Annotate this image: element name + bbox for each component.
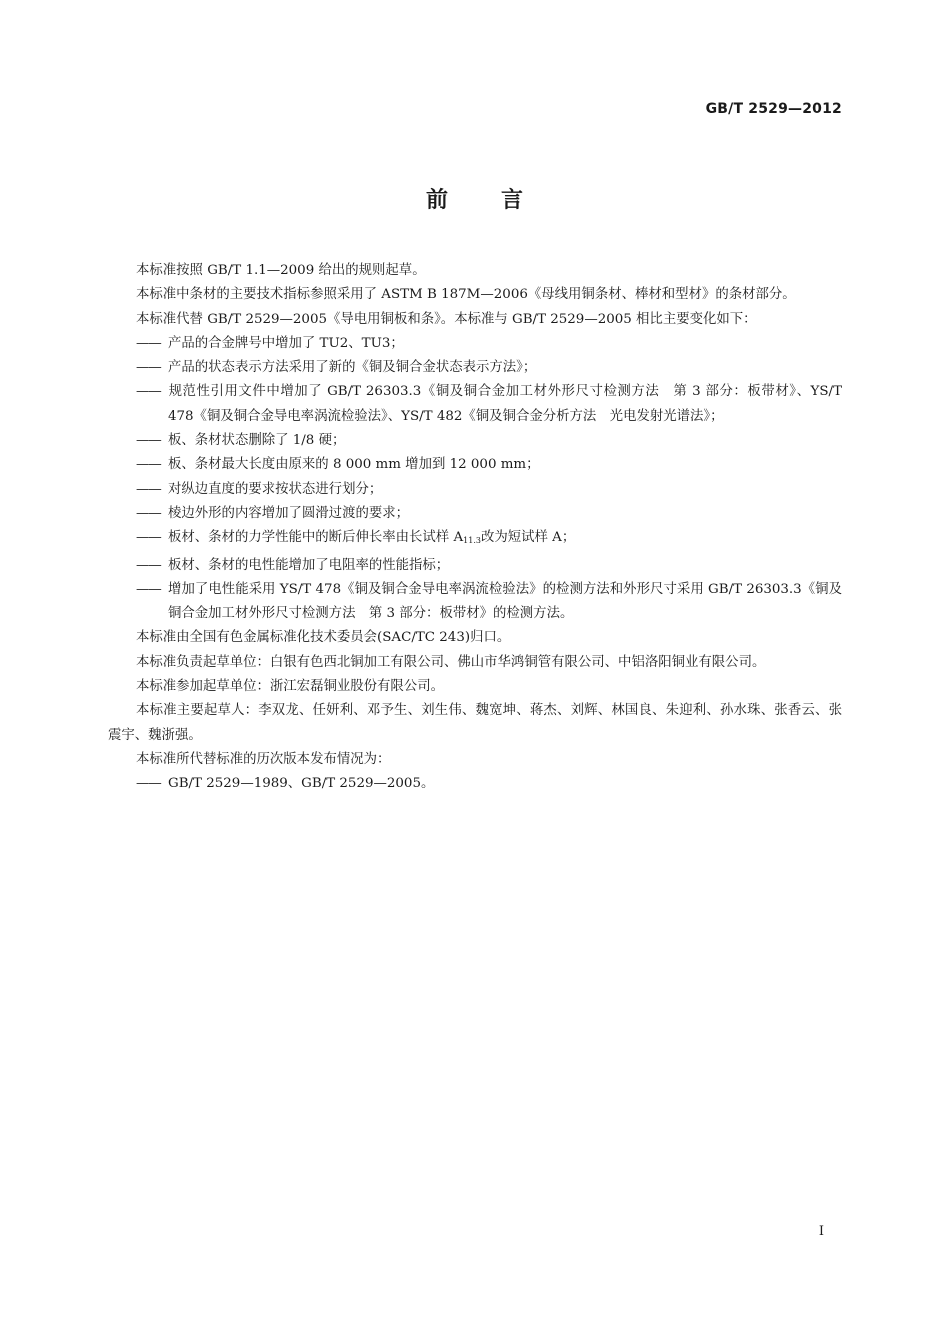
change-item bbox=[108, 554, 842, 578]
change-item bbox=[108, 453, 842, 477]
dash-marker: —— bbox=[136, 360, 161, 376]
change-text: 增加了电性能采用 YS/T 478《铜及铜合金导电率涡流检验法》的检测方法和外形尺寸采用 GB/T 26303.3《铜及铜合金加工材外形尺寸检测方法 第 3 部分：板带材》的检测方法。 bbox=[168, 581, 842, 622]
change-text: 板材、条材的力学性能中的断后伸长率由长试样 A bbox=[168, 530, 464, 546]
dash-marker: —— bbox=[136, 557, 161, 573]
change-item bbox=[108, 356, 842, 380]
dash-marker: —— bbox=[136, 581, 161, 597]
paragraph-drafters: 本标准主要起草人：李双龙、任妍利、邓予生、刘生伟、魏宽坤、蒋杰、刘辉、林国良、朱迎利、孙水珠、张香云、张震宇、魏浙强。 bbox=[108, 703, 842, 743]
paragraph-participating-units: 本标准参加起草单位：浙江宏磊铜业股份有限公司。 bbox=[136, 679, 444, 695]
page-number: I bbox=[818, 1224, 824, 1239]
dash-marker: —— bbox=[136, 530, 161, 546]
dash-marker: —— bbox=[136, 335, 161, 351]
paragraph-drafting-units: 本标准负责起草单位：白银有色西北铜加工有限公司、佛山市华鸿铜管有限公司、中铝洛阳铜业有限公司。 bbox=[136, 654, 766, 670]
change-text: 板材、条材的电性能增加了电阻率的性能指标； bbox=[168, 557, 450, 573]
dash-marker: —— bbox=[136, 776, 161, 792]
change-text: 规范性引用文件中增加了 GB/T 26303.3《铜及铜合金加工材外形尺寸检测方法 第 3 部分：板带材》、YS/T 478《铜及铜合金导电率涡流检验法》、YS/T 482《铜及铜合金分析方法 光电发射光谱法》； bbox=[168, 384, 842, 424]
paragraph-replacement: 本标准代替 GB/T 2529—2005《导电用铜板和条》。本标准与 GB/T 2529—2005 相比主要变化如下： bbox=[136, 311, 757, 327]
change-text: 棱边外形的内容增加了圆滑过渡的要求； bbox=[168, 505, 410, 521]
dash-marker: —— bbox=[136, 505, 161, 521]
change-item bbox=[108, 429, 842, 453]
change-item bbox=[108, 380, 842, 429]
paragraph-astm-reference: 本标准中条材的主要技术指标参照采用了 ASTM B 187M—2006《母线用铜条材、棒材和型材》的条材部分。 bbox=[136, 287, 796, 303]
specimen-subscript: 11.3 bbox=[463, 536, 481, 546]
change-item bbox=[108, 332, 842, 356]
change-item-specimen bbox=[108, 526, 842, 553]
change-text: 改为短试样 A； bbox=[480, 530, 576, 546]
history-item bbox=[108, 772, 842, 796]
dash-marker: —— bbox=[136, 481, 161, 497]
dash-marker: —— bbox=[136, 433, 161, 449]
change-text: 对纵边直度的要求按状态进行划分； bbox=[168, 481, 383, 497]
paragraph-history-intro: 本标准所代替标准的历次版本发布情况为： bbox=[136, 751, 391, 767]
dash-marker: —— bbox=[136, 384, 161, 400]
paragraph-committee: 本标准由全国有色金属标准化技术委员会(SAC/TC 243)归口。 bbox=[136, 630, 511, 646]
change-text: 板、条材最大长度由原来的 8 000 mm 增加到 12 000 mm； bbox=[168, 457, 540, 473]
page-title bbox=[0, 183, 950, 214]
history-text: GB/T 2529—1989、GB/T 2529—2005。 bbox=[168, 776, 435, 792]
change-item bbox=[108, 578, 842, 627]
title-char-2: 言 bbox=[501, 188, 525, 213]
dash-marker: —— bbox=[136, 457, 161, 473]
paragraph-drafting-rules: 本标准按照 GB/T 1.1—2009 给出的规则起草。 bbox=[136, 263, 426, 278]
change-item bbox=[108, 478, 842, 502]
change-text: 产品的状态表示方法采用了新的《铜及铜合金状态表示方法》； bbox=[168, 360, 537, 376]
change-text: 板、条材状态删除了 1/8 硬； bbox=[168, 433, 346, 449]
change-text: 产品的合金牌号中增加了 TU2、TU3； bbox=[168, 335, 404, 351]
title-char-1: 前 bbox=[425, 188, 449, 213]
change-item bbox=[108, 502, 842, 526]
foreword-body bbox=[108, 259, 842, 797]
document-code: GB/T 2529—2012 bbox=[705, 101, 842, 117]
